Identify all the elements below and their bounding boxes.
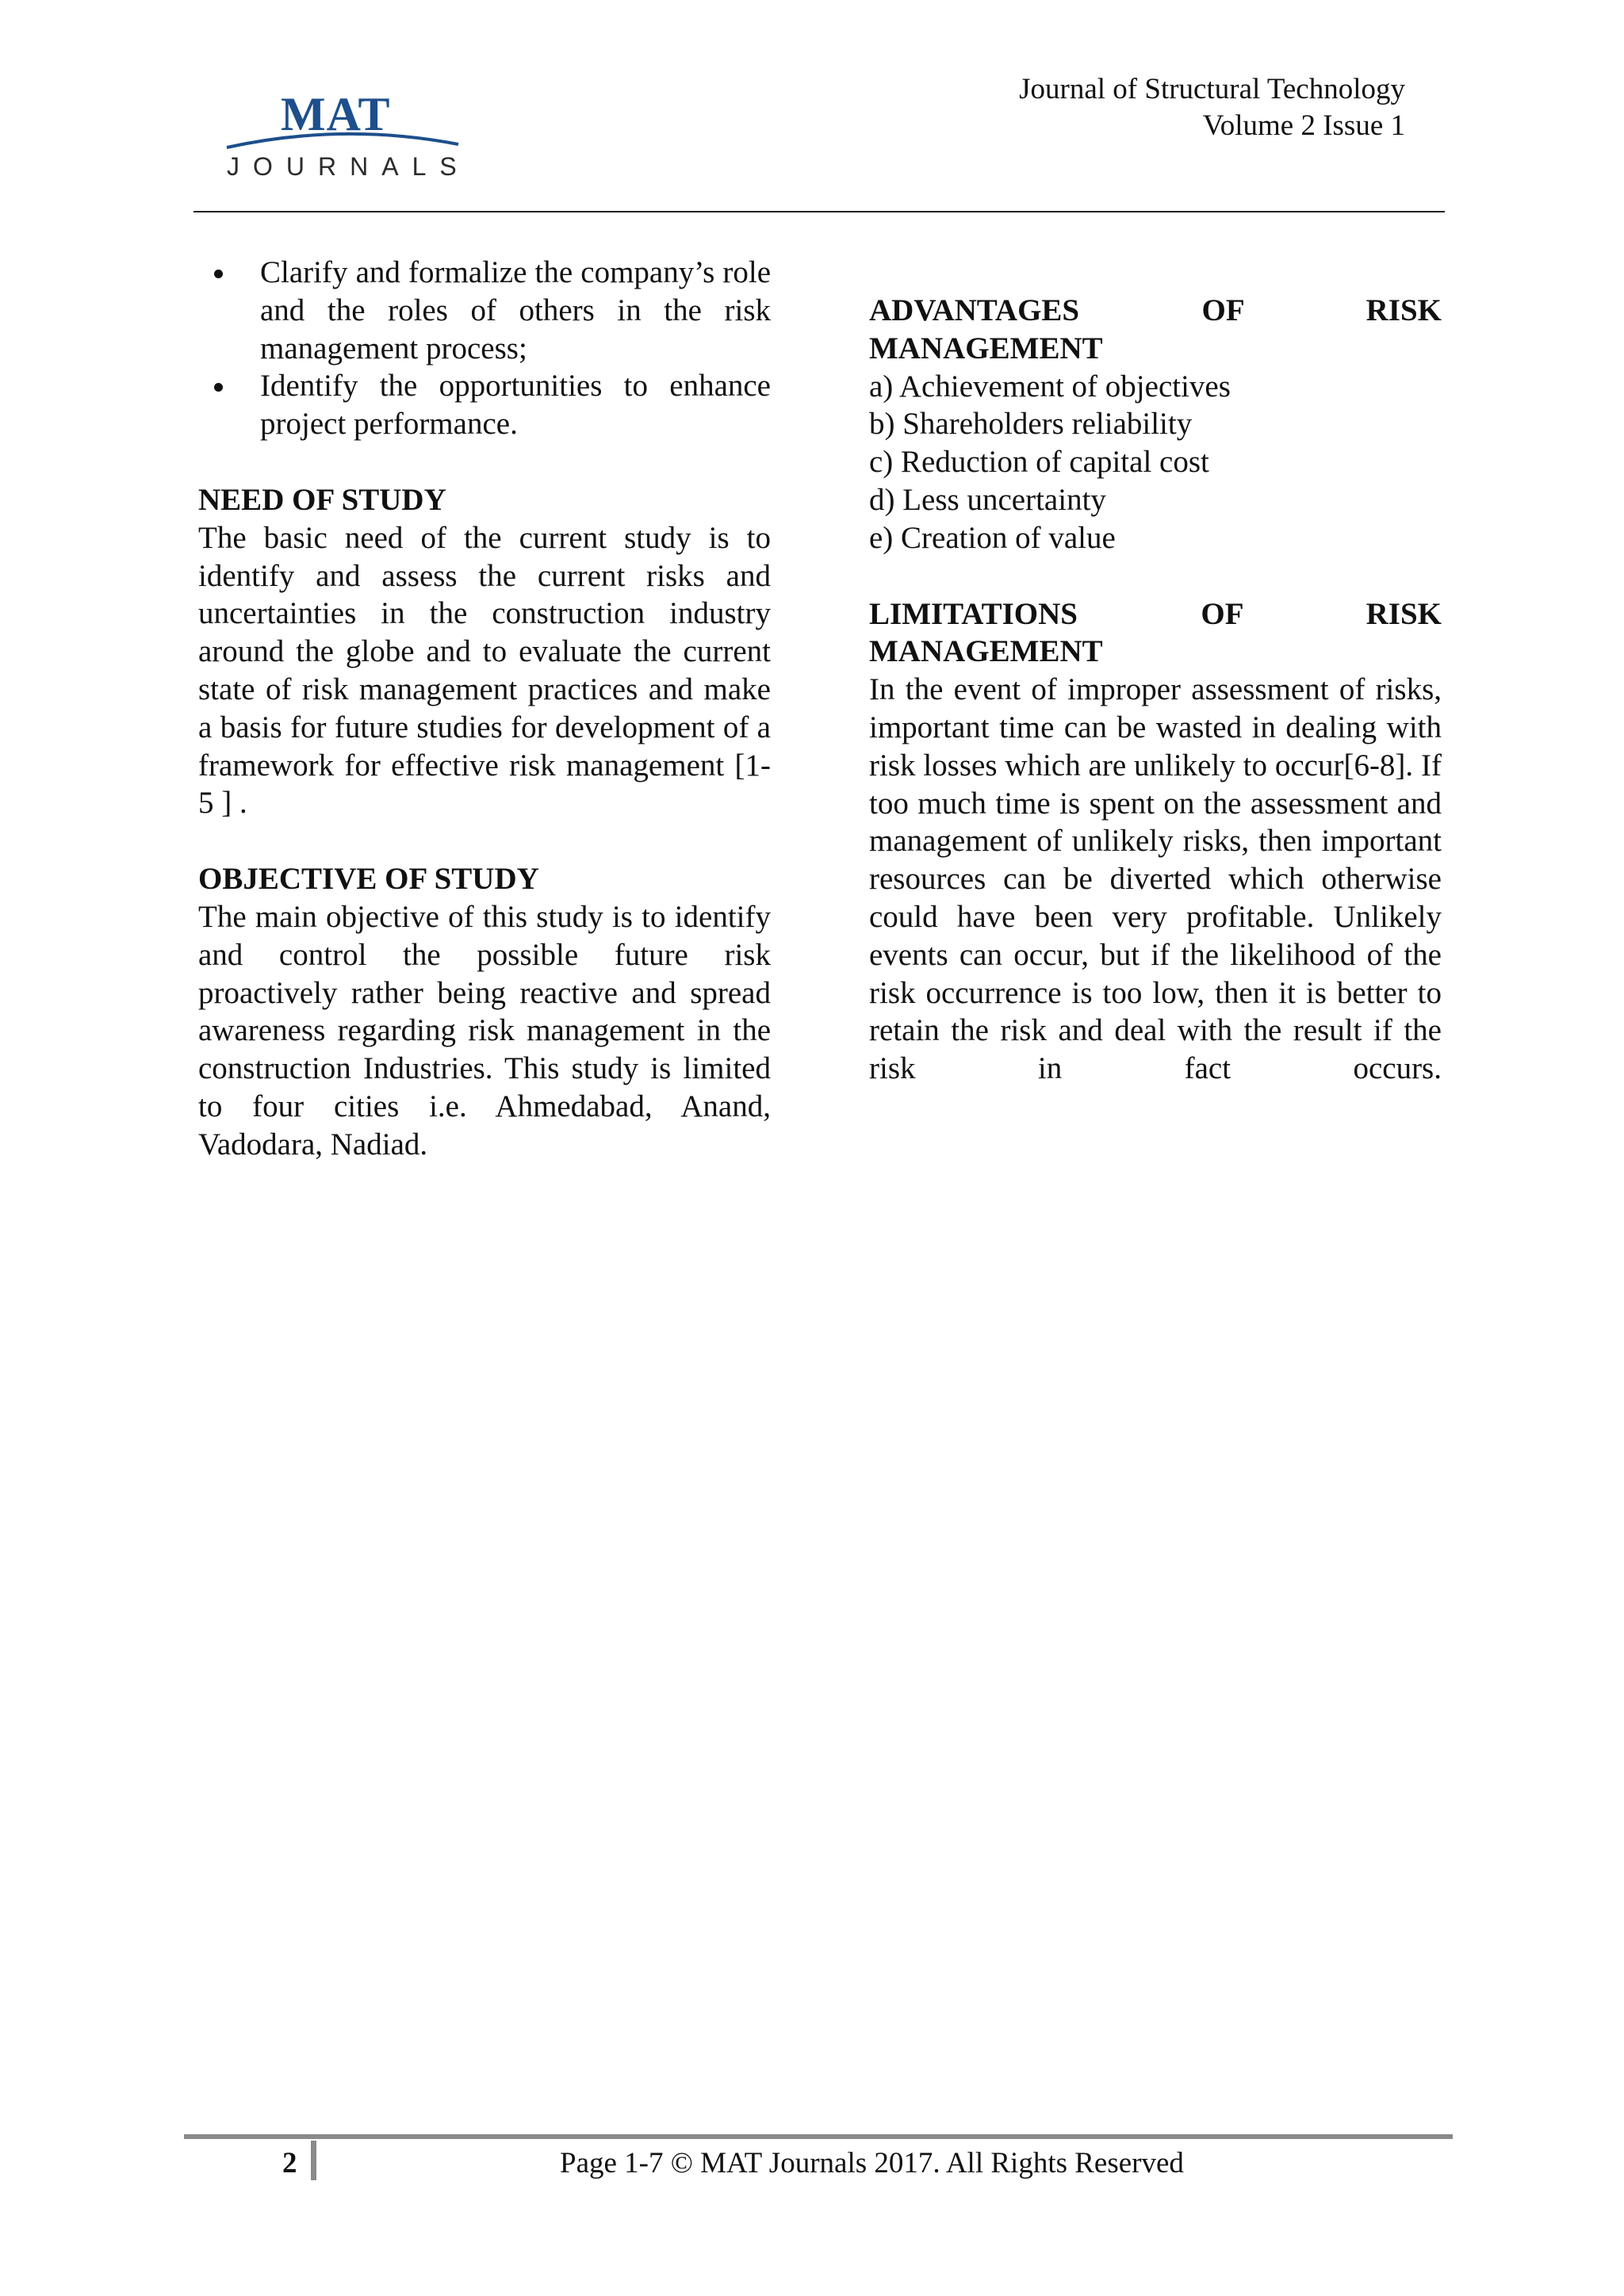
page-number: 2	[282, 2147, 297, 2179]
objective-of-study-text: The main objective of this study is to identify and control the possible future risk proactively rather being reactive and spread awareness regarding risk management in the construction Industries. This study is limited to four cities i.e. Ahmedabad, Anand, Vadodara, Nadiad.	[198, 899, 771, 1161]
mat-journals-logo	[224, 88, 470, 186]
limitations-heading-line2: MANAGEMENT	[869, 634, 1103, 669]
bullet-list	[198, 254, 771, 443]
need-of-study-text: The basic need of the current study is to identify and assess the current risks and uncertainties in the construction industry around the globe and to evaluate the current state of risk management practices and make a basis for future studies for development of a framework for effective risk management [1-5 ] .	[198, 520, 771, 821]
advantages-list	[869, 368, 1442, 557]
bullet-item: Identify the opportunities to enhance project performance.	[198, 367, 771, 443]
list-item: b) Shareholders reliability	[869, 407, 1193, 442]
bullet-item: Clarify and formalize the company’s role and the roles of others in the risk management process;	[198, 254, 771, 367]
list-item: c) Reduction of capital cost	[869, 445, 1209, 480]
list-item: a) Achievement of objectives	[869, 369, 1231, 404]
logo-mat-text: MAT	[281, 88, 391, 140]
need-of-study-heading: NEED OF STUDY	[198, 482, 446, 517]
header-divider	[193, 211, 1445, 212]
logo-journals-text: JOURNALS	[227, 152, 470, 181]
list-item: e) Creation of value	[869, 520, 1116, 555]
right-column	[869, 254, 1442, 1088]
page-number-bar	[311, 2141, 316, 2180]
logo-arc-icon	[224, 127, 462, 151]
journal-info	[1019, 71, 1405, 144]
footer-divider	[184, 2134, 1453, 2139]
journal-name: Journal of Structural Technology	[1019, 73, 1405, 105]
copyright-notice: Page 1-7 © MAT Journals 2017. All Rights Reserved	[560, 2147, 1184, 2179]
volume-issue: Volume 2 Issue 1	[1202, 109, 1405, 142]
advantages-heading: ADVANTAGES OF RISK	[869, 293, 1442, 327]
limitations-text: In the event of improper assessment of risks, important time can be wasted in dealing with risk losses which are unlikely to occur[6-8]. If too much time is spent on the assessment and management of unlikely risks, then important resources can be diverted which otherwise could have been very profitable. Unlikely events can occur, but if the likelihood of the risk occurrence is too low, then it is better to retain the risk and deal with the result if the risk in fact occurs.	[869, 672, 1442, 1086]
advantages-heading-line2: MANAGEMENT	[869, 331, 1103, 365]
left-column	[198, 254, 771, 1164]
objective-of-study-heading: OBJECTIVE OF STUDY	[198, 862, 539, 897]
list-item: d) Less uncertainty	[869, 482, 1106, 517]
limitations-heading: LIMITATIONS OF RISK	[869, 596, 1442, 631]
